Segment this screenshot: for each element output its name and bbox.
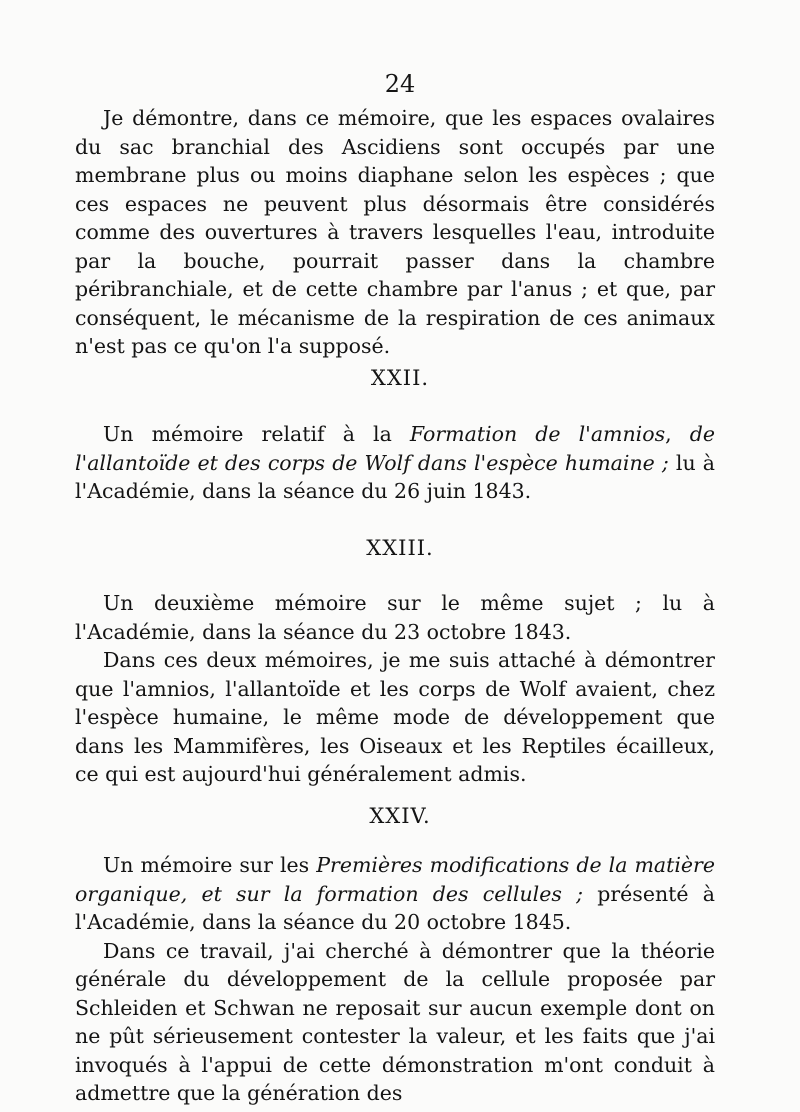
- italic-title: de l'allantoïde et des corps de Wolf dans l'espèce humaine ;: [75, 422, 715, 475]
- text-run: présenté à l'Académie, dans la séance du 20 octobre 1845.: [75, 881, 715, 934]
- paragraph-ascidiens: [75, 104, 715, 361]
- paragraph-second-memoire: [75, 589, 715, 789]
- paragraph-text: Dans ce travail, j'ai cherché à démontrer que la théorie générale du développement de la cellule proposée par Schleiden et Schwan ne reposait sur aucun exemple dont on ne pût sérieusement contester la valeur, et les faits que j'ai invoqués à l'appui de cette démonstration m'ont conduit à admettre que la génération des: [75, 938, 715, 1105]
- text-run: Un mémoire relatif à la: [103, 422, 410, 446]
- paragraph-text: [75, 851, 715, 937]
- paragraph-text: Un deuxième mémoire sur le même sujet ; lu à l'Académie, dans la séance du 23 octobre 1843.: [75, 591, 715, 644]
- paragraph-text: Je démontre, dans ce mémoire, que les espaces ovalaires du sac branchial des Ascidiens sont occupés par une membrane plus ou moins diaphane selon les espèces ; que ces espaces ne peuvent plus désormais être considérés comme des ouvertures à travers lesquelles l'eau, introduite par la bouche, pourrait passer dans la chambre péribranchiale, et de cette chambre par l'anus ; et que, par conséquent, le mécanisme de la respiration de ces animaux n'est pas ce qu'on l'a supposé.: [75, 106, 715, 358]
- italic-title: Premières modifications de la matière organique, et sur la formation des cellules ;: [75, 853, 715, 906]
- section-heading-xxiii: XXIII.: [366, 536, 434, 560]
- paragraph-text: [75, 420, 715, 506]
- text-run: lu à l'Académie, dans la séance du 26 juin 1843.: [75, 450, 715, 503]
- paragraph-text: Dans ces deux mémoires, je me suis attaché à démontrer que l'amnios, l'allantoïde et les corps de Wolf avaient, chez l'espèce humaine, le même mode de développement que dans les Mammifères, les Oiseaux et les Reptiles écailleux, ce qui est aujourd'hui généralement admis.: [75, 648, 715, 786]
- page-number: 24: [384, 70, 416, 98]
- text-run: ,: [665, 422, 690, 446]
- section-heading-xxiv: XXIV.: [369, 804, 431, 828]
- italic-title: Formation de l'amnios: [409, 422, 666, 446]
- text-run: Un mémoire sur les: [103, 853, 317, 877]
- paragraph-amnios: [75, 420, 715, 506]
- paragraph-cellules: [75, 851, 715, 1108]
- section-heading-xxii: XXII.: [370, 366, 430, 390]
